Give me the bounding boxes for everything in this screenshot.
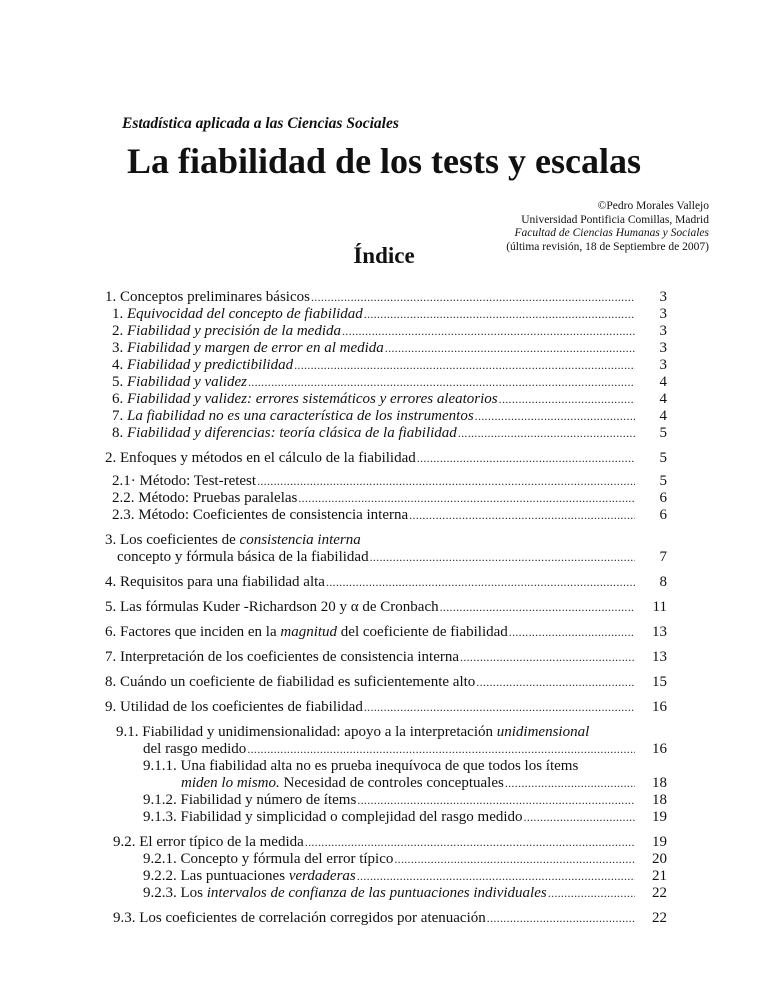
dot-leader: [247, 741, 635, 758]
toc-entry[interactable]: [105, 851, 667, 868]
toc-entry-line2[interactable]: [105, 741, 667, 758]
toc-number: 9.: [105, 699, 117, 715]
toc-text: Fiabilidad y precisión de la medida: [127, 323, 341, 339]
toc-text: Método: Pruebas paralelas: [138, 490, 298, 506]
toc-number: 7.: [105, 649, 117, 665]
toc-text-italic: intervalos de confianza de las puntuaciones individuales: [206, 885, 547, 901]
toc-text-italic: verdaderas: [288, 868, 356, 884]
toc-text-italic: unidimensional: [496, 724, 590, 740]
toc-text: Enfoques y métodos en el cálculo de la fiabilidad: [120, 450, 416, 466]
toc-number: 5.: [112, 374, 124, 390]
author-university: Universidad Pontificia Comillas, Madrid: [521, 213, 709, 226]
dot-leader: [509, 624, 635, 641]
dot-leader: [409, 507, 635, 524]
toc-text: Conceptos preliminares básicos: [120, 289, 310, 305]
dot-leader: [460, 649, 635, 666]
dot-leader: [357, 868, 635, 885]
toc-text: Fiabilidad y margen de error en al medida: [127, 340, 384, 356]
toc-text: Fiabilidad y simplicidad o complejidad del rasgo medido: [180, 809, 523, 825]
toc-page: 16: [652, 699, 667, 715]
toc-page: 5: [659, 450, 667, 466]
dot-leader: [364, 306, 635, 323]
toc-entry[interactable]: [105, 834, 667, 851]
toc-entry[interactable]: [105, 868, 667, 885]
dot-leader: [311, 289, 635, 306]
toc-entry[interactable]: [105, 306, 667, 323]
toc-page: 19: [652, 809, 667, 825]
toc-entry[interactable]: [105, 624, 667, 641]
toc-text: Los: [180, 885, 207, 901]
toc-number: 4.: [105, 574, 117, 590]
toc-page: 4: [659, 374, 667, 390]
toc-text-italic: magnitud: [280, 624, 338, 640]
dot-leader: [385, 340, 635, 357]
toc-text: Las fórmulas Kuder -Richardson 20 y α de Cronbach: [120, 599, 439, 615]
toc-entry[interactable]: [105, 599, 667, 616]
series-title: Estadística aplicada a las Ciencias Sociales: [122, 115, 399, 132]
dot-leader: [548, 885, 635, 902]
toc-number: 2.: [112, 323, 124, 339]
toc-entry-line2[interactable]: [105, 775, 667, 792]
toc-text: del coeficiente de fiabilidad: [337, 624, 508, 640]
toc-number: 6.: [105, 624, 117, 640]
toc-text: Una fiabilidad alta no es prueba inequívoca de que todos los ítems: [180, 758, 579, 774]
toc-entry-line1[interactable]: [105, 532, 667, 549]
toc-entry[interactable]: [105, 374, 667, 391]
toc-entry[interactable]: [105, 809, 667, 826]
toc-number: 1.: [112, 306, 124, 322]
toc-number: 7.: [112, 408, 124, 424]
toc-page: 4: [659, 408, 667, 424]
toc-number: 9.1.2.: [143, 792, 177, 808]
toc-text: del rasgo medido: [143, 741, 247, 757]
toc-page: 8: [659, 574, 667, 590]
toc-number: 5.: [105, 599, 117, 615]
toc-number: 1.: [105, 289, 117, 305]
toc-entry[interactable]: [105, 391, 667, 408]
toc-entry[interactable]: [105, 792, 667, 809]
toc-text: Los coeficientes de correlación corregidos por atenuación: [139, 910, 486, 926]
dot-leader: [257, 473, 635, 490]
toc-number: 9.2.2.: [143, 868, 177, 884]
toc-page: 19: [652, 834, 667, 850]
toc-page: 6: [659, 507, 667, 523]
toc-page: 18: [652, 792, 667, 808]
toc-entry[interactable]: [105, 885, 667, 902]
toc-text: Fiabilidad y validez: [127, 374, 247, 390]
toc-entry[interactable]: [105, 574, 667, 591]
toc-number: 9.1.3.: [143, 809, 177, 825]
toc-entry-line2[interactable]: [105, 549, 667, 566]
toc-entry[interactable]: [105, 674, 667, 691]
author-faculty: Facultad de Ciencias Humanas y Sociales: [514, 227, 709, 239]
dot-leader: [357, 792, 635, 809]
dot-leader: [248, 374, 635, 391]
toc-text: concepto y fórmula básica de la fiabilidad: [117, 549, 369, 565]
toc-text: Fiabilidad y número de ítems: [180, 792, 357, 808]
toc-text: Fiabilidad y unidimensionalidad: apoyo a la interpretación: [142, 724, 497, 740]
dot-leader: [440, 599, 635, 616]
toc-entry[interactable]: [105, 357, 667, 374]
author-name: ©Pedro Morales Vallejo: [597, 200, 709, 212]
toc-entry[interactable]: [105, 289, 667, 306]
toc-number: 9.2.: [113, 834, 136, 850]
toc-page: 20: [652, 851, 667, 867]
toc-text: El error típico de la medida: [139, 834, 304, 850]
toc-page: 5: [659, 473, 667, 489]
toc-page: 6: [659, 490, 667, 506]
toc-number: 3.: [105, 532, 117, 548]
toc-text-italic: consistencia interna: [239, 532, 361, 548]
toc-text: Fiabilidad y diferencias: teoría clásica de la fiabilidad: [127, 425, 457, 441]
toc-text-italic: miden lo mismo.: [181, 775, 280, 791]
main-title: La fiabilidad de los tests y escalas: [126, 141, 642, 181]
toc-number: 2.1·: [112, 473, 136, 489]
toc-entry[interactable]: [105, 473, 667, 490]
toc-text: Los coeficientes de: [120, 532, 240, 548]
toc-text: Factores que inciden en la: [120, 624, 281, 640]
toc-entry[interactable]: [105, 699, 667, 716]
toc-entry[interactable]: [105, 649, 667, 666]
toc-text: Método: Test-retest: [139, 473, 257, 489]
toc-entry[interactable]: [105, 910, 667, 927]
toc-number: 8.: [112, 425, 124, 441]
toc-page: 18: [652, 775, 667, 791]
dot-leader: [394, 851, 635, 868]
dot-leader: [524, 809, 635, 826]
toc-text: Fiabilidad y predictibilidad: [127, 357, 294, 373]
dot-leader: [417, 450, 635, 467]
index-heading: Índice: [353, 243, 415, 268]
toc-number: 2.2.: [112, 490, 135, 506]
toc-number: 2.3.: [112, 507, 135, 523]
toc-number: 9.1.: [116, 724, 139, 740]
toc-text: Interpretación de los coeficientes de consistencia interna: [120, 649, 460, 665]
dot-leader: [305, 834, 635, 851]
dot-leader: [342, 323, 635, 340]
toc-page: 16: [652, 741, 667, 757]
toc-number: 2.: [105, 450, 117, 466]
toc-text: Fiabilidad y validez: errores sistemáticos y errores aleatorios: [127, 391, 498, 407]
toc-text: La fiabilidad no es una característica de los instrumentos: [127, 408, 474, 424]
toc-page: 13: [652, 649, 667, 665]
dot-leader: [475, 408, 635, 425]
toc-page: 15: [652, 674, 667, 690]
toc-text: Concepto y fórmula del error típico: [180, 851, 394, 867]
dot-leader: [487, 910, 635, 927]
toc-number: 8.: [105, 674, 117, 690]
toc-entry[interactable]: [105, 507, 667, 524]
dot-leader: [458, 425, 635, 442]
table-of-contents: [105, 289, 667, 927]
toc-page: 3: [659, 289, 667, 305]
dot-leader: [370, 549, 635, 566]
toc-entry[interactable]: [105, 490, 667, 507]
toc-text: Método: Coeficientes de consistencia interna: [138, 507, 409, 523]
toc-page: 3: [659, 306, 667, 322]
toc-page: 3: [659, 357, 667, 373]
dot-leader: [499, 391, 635, 408]
toc-entry[interactable]: [105, 450, 667, 467]
toc-number: 3.: [112, 340, 124, 356]
toc-page: 22: [652, 910, 667, 926]
dot-leader: [476, 674, 635, 691]
dot-leader: [326, 574, 635, 591]
toc-page: 3: [659, 340, 667, 356]
toc-number: 9.2.3.: [143, 885, 177, 901]
toc-entry[interactable]: [105, 425, 667, 442]
toc-text: Las puntuaciones: [180, 868, 289, 884]
toc-entry[interactable]: [105, 323, 667, 340]
toc-page: 11: [652, 599, 667, 615]
toc-number: 6.: [112, 391, 124, 407]
toc-entry[interactable]: [105, 408, 667, 425]
toc-text: Cuándo un coeficiente de fiabilidad es suficientemente alto: [120, 674, 476, 690]
toc-number: 9.3.: [113, 910, 136, 926]
toc-number: 9.1.1.: [143, 758, 177, 774]
dot-leader: [364, 699, 635, 716]
toc-text: Requisitos para una fiabilidad alta: [120, 574, 325, 590]
toc-number: 9.2.1.: [143, 851, 177, 867]
toc-page: 5: [659, 425, 667, 441]
toc-page: 3: [659, 323, 667, 339]
toc-text: Equivocidad del concepto de fiabilidad: [127, 306, 363, 322]
toc-page: 22: [652, 885, 667, 901]
revision-date: (última revisión, 18 de Septiembre de 2007): [506, 240, 709, 253]
toc-entry[interactable]: [105, 340, 667, 357]
toc-page: 21: [652, 868, 667, 884]
toc-entry-line1[interactable]: [105, 724, 667, 741]
dot-leader: [298, 490, 635, 507]
toc-page: 4: [659, 391, 667, 407]
dot-leader: [505, 775, 635, 792]
toc-number: 4.: [112, 357, 124, 373]
dot-leader: [294, 357, 635, 374]
toc-page: 7: [659, 549, 667, 565]
toc-page: 13: [652, 624, 667, 640]
toc-entry-line1[interactable]: [105, 758, 667, 775]
toc-text: Utilidad de los coeficientes de fiabilidad: [120, 699, 363, 715]
toc-text: Necesidad de controles conceptuales: [279, 775, 504, 791]
